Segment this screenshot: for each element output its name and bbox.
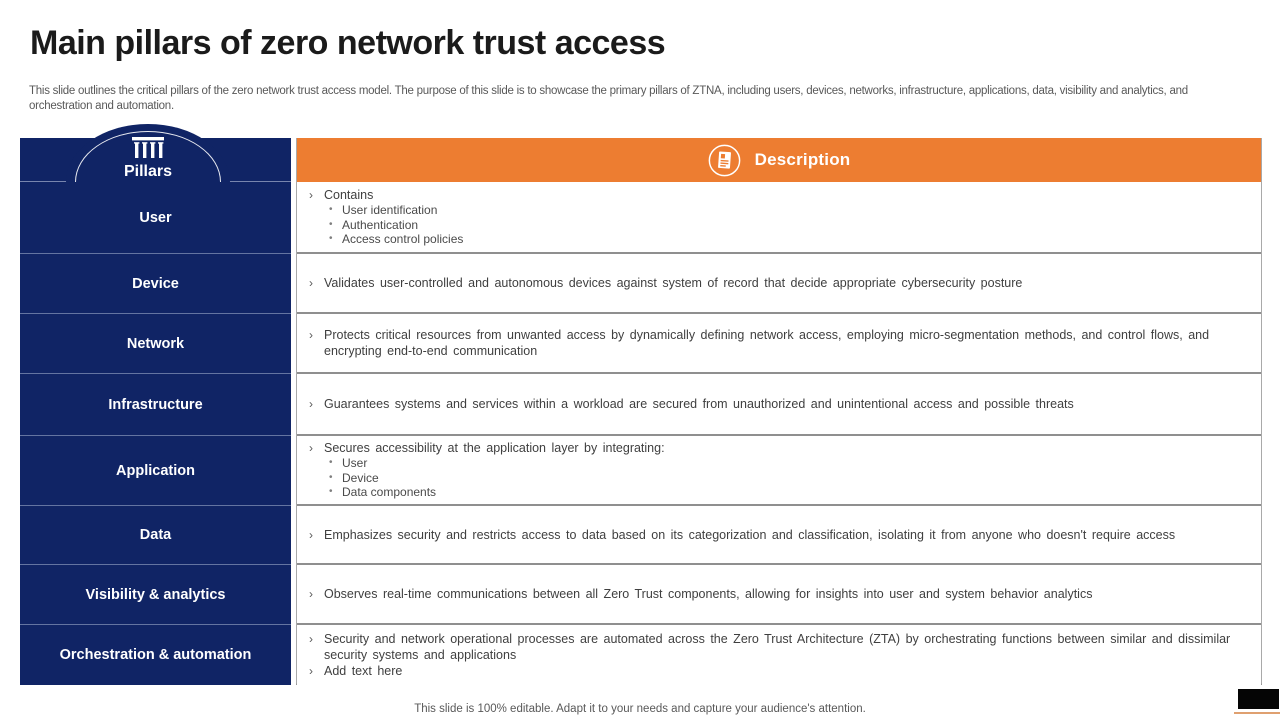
pillar-rows <box>20 182 291 685</box>
pillar-cell-orchestration-automation <box>20 625 291 685</box>
pillar-label: Visibility & analytics <box>85 586 226 603</box>
description-cell-orchestration-automation <box>297 625 1261 685</box>
bullet-text: Secures accessibility at the application layer by integrating: <box>324 441 665 456</box>
pillar-label: Infrastructure <box>108 396 203 413</box>
description-cell-device <box>297 254 1261 314</box>
chevron-bullet-icon: › <box>309 587 313 601</box>
sub-bullet-item <box>327 232 1247 247</box>
pillar-label: Device <box>132 275 179 292</box>
bullet-text: Guarantees systems and services within a workload are secured from unauthorized and unintentional access and possible threats <box>324 397 1074 411</box>
pillar-cell-network <box>20 314 291 374</box>
pillars-table <box>20 138 1262 685</box>
pillars-arch <box>66 124 230 182</box>
pillar-label: Application <box>116 462 195 479</box>
chevron-bullet-icon: › <box>309 328 313 342</box>
slide-footer: This slide is 100% editable. Adapt it to your needs and capture your audience's attention. <box>414 703 866 715</box>
bullet-text: Validates user-controlled and autonomous devices against system of record that decide appropriate cybersecurity posture <box>324 276 1023 290</box>
sub-bullet-item <box>327 471 1247 486</box>
chevron-bullet-icon: › <box>309 441 313 456</box>
bullet-item <box>306 187 1247 203</box>
bullet-text: Add text here <box>324 664 403 678</box>
sub-bullet-item <box>327 485 1247 500</box>
bullet-item <box>306 327 1247 359</box>
dot-bullet-icon: • <box>329 204 333 216</box>
pillar-label: Network <box>126 335 185 352</box>
corner-selection-fill <box>1238 689 1279 709</box>
bullet-item <box>306 440 1247 456</box>
pillars-column <box>20 138 291 685</box>
description-header-label: Description <box>754 150 851 169</box>
sub-bullet-text: Authentication <box>342 217 419 232</box>
pillar-cell-data <box>20 506 291 565</box>
sub-bullet-item <box>327 456 1247 471</box>
dot-bullet-icon: • <box>329 471 333 483</box>
bullet-item <box>306 663 1247 679</box>
chevron-bullet-icon: › <box>309 632 313 646</box>
description-cell-infrastructure <box>297 374 1261 436</box>
chevron-bullet-icon: › <box>309 397 313 411</box>
sub-bullet-text: Device <box>342 470 379 485</box>
pillar-label: Data <box>139 527 172 543</box>
pillar-cell-device <box>20 254 291 314</box>
sub-bullet-item <box>327 218 1247 233</box>
description-cell-application <box>297 436 1261 506</box>
pillars-header <box>20 138 291 182</box>
chevron-bullet-icon: › <box>309 188 313 203</box>
description-cell-network <box>297 314 1261 374</box>
dot-bullet-icon: • <box>329 233 333 245</box>
description-column <box>296 138 1262 685</box>
pillar-cell-visibility-analytics <box>20 565 291 625</box>
sub-bullet-text: Access control policies <box>342 232 464 247</box>
description-rows <box>297 182 1261 685</box>
chevron-bullet-icon: › <box>309 527 313 542</box>
pillar-cell-infrastructure <box>20 374 291 436</box>
bullet-item <box>306 396 1247 412</box>
sub-bullet-text: User identification <box>342 203 438 218</box>
bullet-item <box>306 586 1247 602</box>
sub-bullet-text: User <box>342 456 368 471</box>
description-cell-user <box>297 182 1261 254</box>
document-icon <box>708 144 741 177</box>
bullet-text: Contains <box>324 188 374 203</box>
dot-bullet-icon: • <box>329 457 333 469</box>
bullet-text: Emphasizes security and restricts access to data based on its categorization and classification, isolating it from anyone who doesn't require access <box>324 527 1176 542</box>
sub-bullet-text: Data components <box>342 485 437 500</box>
description-cell-visibility-analytics <box>297 565 1261 625</box>
chevron-bullet-icon: › <box>309 664 313 678</box>
bullet-text: Protects critical resources from unwanted access by dynamically defining network access, employing micro-segmentation methods, and control flows, and encrypting end-to-end communication <box>324 328 1210 358</box>
bullet-item <box>306 631 1247 663</box>
pillar-cell-application <box>20 436 291 506</box>
columns-icon <box>131 137 165 161</box>
bullet-item <box>306 275 1247 291</box>
pillar-label: Orchestration & automation <box>59 647 252 663</box>
chevron-bullet-icon: › <box>309 276 313 290</box>
dot-bullet-icon: • <box>329 218 333 230</box>
dot-bullet-icon: • <box>329 486 333 498</box>
bullet-text: Observes real-time communications between all Zero Trust components, allowing for insights into user and system behavior analytics <box>324 587 1093 601</box>
corner-selection-shape <box>1234 686 1280 714</box>
bullet-text: Security and network operational processes are automated across the Zero Trust Architecture (ZTA) by orchestrating functions between similar and dissimilar security systems and applications <box>324 632 1231 662</box>
description-cell-data <box>297 506 1261 565</box>
pillar-label: User <box>139 209 172 226</box>
pillar-cell-user <box>20 182 291 254</box>
slide-subtitle: This slide outlines the critical pillars of the zero network trust access model. The purpose of this slide is to showcase the primary pillars of ZTNA, including users, devices, networks, infrastructure, applications, data, visibility and analytics, and orchestration and automation. <box>29 85 1188 112</box>
pillars-header-label: Pillars <box>123 163 173 180</box>
sub-bullet-item <box>327 203 1247 218</box>
page-title: Main pillars of zero network trust access <box>30 24 666 62</box>
bullet-item <box>306 527 1247 543</box>
description-header <box>297 138 1261 182</box>
